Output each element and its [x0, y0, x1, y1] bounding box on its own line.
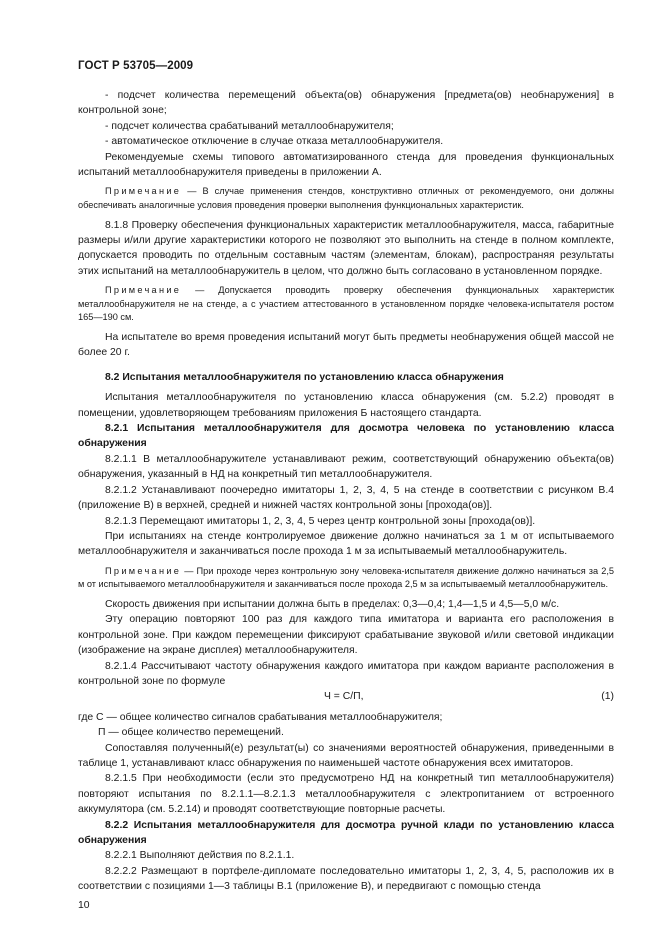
page-header: ГОСТ Р 53705—2009: [78, 60, 194, 72]
subsection-heading: 8.2.2 Испытания металлообнаружителя для досмотра ручной клади по установлению класса обнаружения: [78, 819, 614, 846]
formula-legend: П — общее количество перемещений.: [98, 727, 284, 739]
paragraph: 8.2.1.1 В металлообнаружителе устанавливают режим, соответствующий обнаружению объекта(ов) обнаружения, указанный в НД на конкретный тип металлообнаружителя.: [78, 453, 614, 481]
note-label: Примечание: [105, 186, 182, 197]
page-number: 10: [78, 900, 90, 911]
formula-number: (1): [601, 691, 614, 703]
paragraph: 8.2.1.3 Перемещают имитаторы 1, 2, 3, 4, 5 через центр контрольной зоны [прохода(ов)].: [105, 515, 536, 527]
note-label: Примечание: [105, 285, 182, 296]
paragraph: Рекомендуемые схемы типового автоматизированного стенда для проведения функциональных испытаний металлообнаружителя приведены в приложении А.: [78, 151, 614, 179]
paragraph: 8.2.1.5 При необходимости (если это предусмотрено НД на конкретный тип металлообнаружителя) повторяют испытания по 8.2.1.1—8.2.1.3 металлообнаружителя с электропитанием от встроенного аккумулятора (см. 5.2.14) и проводят соответствующие повторные расчеты.: [78, 773, 614, 816]
paragraph: 8.2.1.2 Устанавливают поочередно имитаторы 1, 2, 3, 4, 5 на стенде в соответствии с рисунком В.4 (приложение В) в верхней, средней и нижней частях контрольной зоны [прохода(ов)].: [78, 484, 614, 512]
paragraph: Сопоставляя полученный(е) результат(ы) со значениями вероятностей обнаружения, приведенными в таблице 1, устанавливают класс обнаружения по наименьшей частоте обнаружения всех имитаторов.: [78, 742, 614, 769]
paragraph: - подсчет количества срабатываний металлообнаружителя;: [105, 120, 394, 132]
paragraph: Эту операцию повторяют 100 раз для каждого типа имитатора и варианта его расположения в контрольной зоне. При каждом перемещении фиксируют срабатывание звуковой и/или световой индикации (изображение на экране дисплея) металлообнаружителя.: [78, 614, 614, 657]
note: [78, 185, 614, 212]
note: [78, 565, 614, 592]
note-text: — Допускается проводить проверку обеспечения функциональных характеристик металлообнаружителя не на стенде, а с участием аттестованного в установленном порядке человека-испытателя ростом 165—190 см.: [78, 285, 614, 323]
paragraph: Скорость движения при испытании должна быть в пределах: 0,3—0,4; 1,4—1,5 и 4,5—5,0 м/с.: [105, 598, 560, 610]
formula: [78, 689, 614, 704]
paragraph: 8.2.2.2 Размещают в портфеле-дипломате последовательно имитаторы 1, 2, 3, 4, 5, расположив их в соответствии с позициями 1—3 таблицы В.1 (приложение В), и передвигают с помощью стенда: [78, 865, 614, 893]
section-heading: 8.2 Испытания металлообнаружителя по установлению класса обнаружения: [105, 371, 504, 383]
paragraph: 8.1.8 Проверку обеспечения функциональных характеристик металлообнаружителя, масса, габаритные размеры и/или другие характеристики которого не позволяют это выполнить на стенде в полном комплекте, допускается проводить по отдельным составным частям (элементам, блокам), распространяя результаты этих испытаний на металлообнаружитель в целом, что должно быть согласовано в установленном порядке.: [78, 219, 614, 277]
note-text: — При проходе через контрольную зону человека-испытателя движение должно начинаться за 2,5 м от испытываемого металлообнаружителя и заканчиваться после прохода 2,5 м за испытываемый металлообнаружитель.: [78, 565, 614, 590]
paragraph: 8.2.1.4 Рассчитывают частоту обнаружения каждого имитатора при каждом варианте расположения в контрольной зоне по формуле: [78, 660, 614, 687]
formula-expression: Ч = С/П,: [324, 691, 364, 703]
subsection-heading: 8.2.1 Испытания металлообнаружителя для досмотра человека по установлению класса обнаружения: [78, 423, 614, 450]
formula-legend: где С — общее количество сигналов срабатывания металлообнаружителя;: [78, 711, 443, 723]
note-text: — В случае применения стендов, конструктивно отличных от рекомендуемого, они должны обеспечивать аналогичные условия проведения проверки выполнения функциональных характеристик.: [78, 186, 614, 211]
note-label: Примечание: [105, 565, 182, 576]
paragraph: При испытаниях на стенде контролируемое движение должно начинаться за 1 м от испытываемого металлообнаружителя и заканчиваться после прохода 1 м за испытываемый металлообнаружитель.: [78, 530, 614, 558]
paragraph: - подсчет количества перемещений объекта(ов) обнаружения [предмета(ов) необнаружения] в контрольной зоне;: [78, 90, 614, 117]
paragraph: На испытателе во время проведения испытаний могут быть предметы необнаружения общей массой не более 20 г.: [78, 332, 614, 359]
paragraph: Испытания металлообнаружителя по установлению класса обнаружения (см. 5.2.2) проводят в помещении, удовлетворяющем требованиям приложения Б настоящего стандарта.: [78, 392, 614, 419]
paragraph: 8.2.2.1 Выполняют действия по 8.2.1.1.: [105, 850, 295, 862]
paragraph: - автоматическое отключение в случае отказа металлообнаружителя.: [105, 136, 444, 148]
note: [78, 284, 614, 325]
document-body: [78, 88, 614, 895]
